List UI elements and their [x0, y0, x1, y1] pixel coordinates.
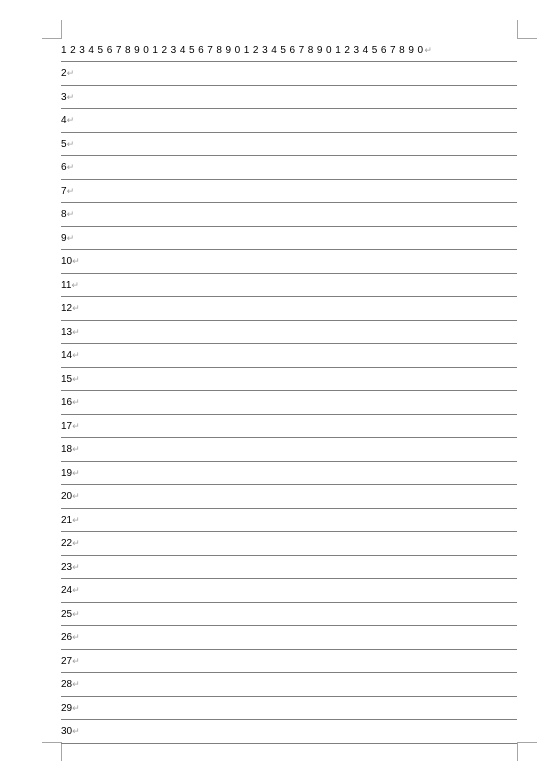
crop-mark-top-right-horizontal [518, 38, 537, 39]
document-line[interactable] [61, 133, 517, 157]
line-number-text: 11 [61, 279, 72, 291]
line-number-text: 28 [61, 679, 73, 690]
crop-mark-top-right-vertical [517, 20, 518, 39]
document-line[interactable] [61, 556, 517, 580]
paragraph-mark-icon: ↵ [66, 138, 75, 149]
line-number [61, 415, 80, 438]
paragraph-mark-icon: ↵ [72, 444, 80, 454]
line-number-text: 3 [61, 91, 67, 103]
line-number-text: 16 [61, 397, 73, 408]
paragraph-mark-icon: ↵ [72, 397, 80, 407]
line-number-text: 24 [61, 585, 73, 596]
document-line[interactable] [61, 203, 517, 227]
document-line[interactable] [61, 509, 517, 533]
line-number-text: 25 [61, 608, 73, 620]
line-number-text: 5 [61, 138, 67, 150]
document-line[interactable] [61, 697, 517, 721]
document-line[interactable] [61, 180, 517, 204]
line-number [61, 485, 80, 508]
line-number [61, 180, 74, 203]
document-line[interactable] [61, 344, 517, 368]
line-number-text: 2 [61, 68, 67, 79]
crop-mark-bottom-left-horizontal [42, 742, 61, 743]
paragraph-mark-icon: ↵ [66, 91, 75, 102]
paragraph-mark-icon: ↵ [72, 538, 80, 548]
paragraph-mark-icon: ↵ [66, 68, 75, 78]
document-line[interactable] [61, 250, 517, 274]
paragraph-mark-icon: ↵ [72, 350, 80, 360]
line-number-text: 7 [61, 185, 67, 197]
paragraph-mark-icon: ↵ [72, 373, 80, 384]
paragraph-mark-icon: ↵ [72, 585, 80, 595]
paragraph-mark-icon: ↵ [424, 45, 433, 55]
line-number-text: 26 [61, 632, 73, 643]
document-line[interactable] [61, 274, 517, 298]
numbered-lines [61, 62, 517, 744]
line-number-text: 29 [61, 702, 73, 714]
line-number-text: 23 [61, 561, 73, 573]
paragraph-mark-icon: ↵ [66, 185, 75, 196]
document-line[interactable] [61, 86, 517, 110]
document-line[interactable] [61, 626, 517, 650]
line-number [61, 203, 74, 226]
ruler-text [61, 39, 432, 62]
paragraph-mark-icon: ↵ [72, 608, 80, 619]
crop-mark-bottom-right-vertical [517, 742, 518, 761]
line-number-text: 15 [61, 373, 73, 385]
line-number [61, 579, 80, 602]
line-number [61, 156, 74, 179]
document-line[interactable] [61, 368, 517, 392]
paragraph-mark-icon: ↵ [72, 702, 80, 713]
line-number [61, 720, 80, 743]
line-number [61, 532, 80, 555]
line-number [61, 462, 80, 485]
document-line[interactable] [61, 650, 517, 674]
paragraph-mark-icon: ↵ [72, 303, 80, 313]
line-number [61, 391, 80, 414]
paragraph-mark-icon: ↵ [72, 655, 80, 666]
paragraph-mark-icon: ↵ [72, 326, 80, 337]
line-number [61, 556, 80, 579]
paragraph-mark-icon: ↵ [72, 514, 80, 525]
line-number [61, 250, 80, 273]
paragraph-mark-icon: ↵ [71, 279, 79, 290]
line-number-text: 21 [61, 514, 73, 526]
paragraph-mark-icon: ↵ [66, 209, 75, 219]
line-number-text: 6 [61, 162, 67, 173]
line-number [61, 650, 80, 673]
line-number [61, 86, 74, 109]
document-line[interactable] [61, 438, 517, 462]
paragraph-mark-icon: ↵ [72, 726, 80, 736]
document-line[interactable] [61, 462, 517, 486]
crop-mark-bottom-right-horizontal [518, 742, 537, 743]
paragraph-mark-icon: ↵ [66, 162, 75, 172]
line-number [61, 274, 79, 297]
line-number-text: 17 [61, 420, 73, 432]
line-number-text: 19 [61, 467, 73, 479]
line-number [61, 697, 80, 720]
line-number [61, 626, 80, 649]
line-number [61, 133, 74, 156]
document-line[interactable] [61, 485, 517, 509]
line-number-text: 13 [61, 326, 73, 338]
line-number-text: 22 [61, 538, 73, 549]
paragraph-mark-icon: ↵ [72, 467, 80, 478]
document-line[interactable] [61, 532, 517, 556]
line-number-text: 14 [61, 350, 73, 361]
line-number-text: 8 [61, 209, 67, 220]
paragraph-mark-icon: ↵ [72, 491, 80, 501]
document-line[interactable] [61, 227, 517, 251]
document-line[interactable] [61, 603, 517, 627]
document-line[interactable] [61, 579, 517, 603]
line-number-text: 27 [61, 655, 73, 667]
line-number [61, 62, 74, 85]
document-line[interactable] [61, 109, 517, 133]
paragraph-mark-icon: ↵ [72, 256, 80, 266]
line-number [61, 509, 80, 532]
line-number [61, 109, 74, 132]
line-number-text: 20 [61, 491, 73, 502]
crop-mark-top-left-vertical [61, 20, 62, 39]
line-number [61, 603, 80, 626]
line-number [61, 227, 74, 250]
document-line[interactable] [61, 673, 517, 697]
document-line[interactable] [61, 391, 517, 415]
crop-mark-bottom-left-vertical [61, 742, 62, 761]
document-line[interactable] [61, 297, 517, 321]
line-number [61, 673, 80, 696]
paragraph-mark-icon: ↵ [72, 420, 80, 431]
ruler-line[interactable] [61, 39, 517, 62]
line-number-text: 10 [61, 256, 73, 267]
document-line[interactable] [61, 321, 517, 345]
line-number [61, 297, 80, 320]
document-line[interactable] [61, 415, 517, 439]
document-line[interactable] [61, 62, 517, 86]
line-number-text: 30 [61, 726, 73, 737]
document-page[interactable] [61, 39, 517, 744]
paragraph-mark-icon: ↵ [72, 561, 80, 572]
paragraph-mark-icon: ↵ [72, 679, 80, 689]
line-number-text: 9 [61, 232, 67, 244]
document-line[interactable] [61, 720, 517, 744]
line-number-text: 4 [61, 115, 67, 126]
line-number [61, 368, 80, 391]
paragraph-mark-icon: ↵ [66, 232, 75, 243]
line-number-text: 12 [61, 303, 73, 314]
document-line[interactable] [61, 156, 517, 180]
paragraph-mark-icon: ↵ [66, 115, 75, 125]
line-number [61, 344, 80, 367]
line-number-text: 18 [61, 444, 73, 455]
line-number [61, 438, 80, 461]
crop-mark-top-left-horizontal [42, 38, 61, 39]
ruler-digits: 1 2 3 4 5 6 7 8 9 0 1 2 3 4 5 6 7 8 9 0 1 2 3 4 5 6 7 8 9 0 1 2 3 4 5 6 7 8 9 0 [61, 45, 424, 56]
paragraph-mark-icon: ↵ [72, 632, 80, 642]
line-number [61, 321, 80, 344]
